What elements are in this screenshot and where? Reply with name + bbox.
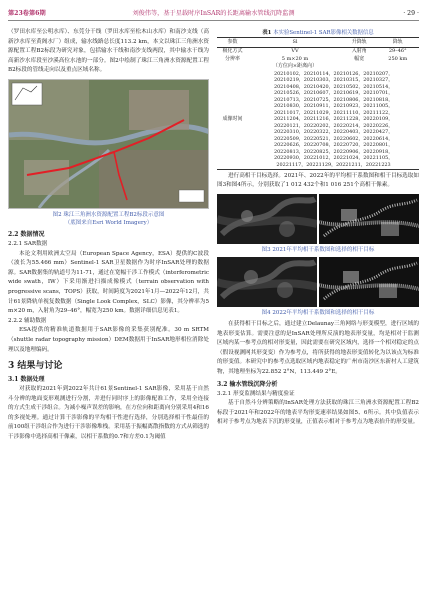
table-cell (377, 63, 420, 71)
target-points-2022 (319, 257, 419, 307)
page-number: · 29 · (403, 10, 419, 17)
date-line: 20220813，20220825，20220906，20220918， (273, 148, 394, 155)
table-cell: 分辨率 (225, 55, 241, 62)
issue-label: 第23卷第6期 (8, 10, 46, 17)
table-row-dates (217, 70, 419, 169)
running-header (8, 8, 419, 21)
reference-point-paragraph: 在获得相干目标之后，通过建立Delaunay三角网络与形变模型，进行区域的地表形变估算。需要注意的是InSAR处理所反演的地表形变量，均是相对于监测区域内某一参考点的相对形变量，因此需要在研究区域内，选择一个相对稳定的点（假设视测网其形变变）作为参考点，将所获得的地表形变值转化为以该点为标准的形变值。本研究中的参考点选取区域内地表稳定的广州市南沙区东新村人工建筑物，其地理坐标为22.852 2°N，113.449 2°E。 (217, 321, 419, 376)
intro-paragraph: （罗田水库至公明水库）、东莞分干线（罗田水库至松木山水库）和南沙支线（高新沙水库至黄阁水厂）组成，输水线路总长度113.2 km，本文以珠江三角洲水资源配置工程B2标段为研究对象，包括输水干线和南沙支线两段，其中输水干线为高新沙水库段至沙溪高位水池的一部分。图2中绘制了珠江三角洲水资源配置工程B2标段的管线走向以及重点区域名称。 (8, 29, 209, 74)
coherence-texture-image (217, 194, 317, 244)
table-cell: 250 km (388, 55, 408, 62)
satellite-map-image (9, 80, 209, 208)
table-header-cell: 参数 (217, 38, 248, 48)
table-cell: 极化方式 (222, 48, 243, 55)
figure-3-images (217, 194, 419, 244)
section-2-2-heading: 2.2 数据情况 (8, 230, 45, 238)
date-line: 20210526，20210607，20210619，20210701， (273, 90, 394, 97)
figure-3-caption: 图3 2021年平均相干系数图和选择的相干目标 (261, 247, 375, 254)
date-line: 20220509，20220521，20220602，20220614， (273, 135, 394, 142)
table-header-cell: Sl (248, 38, 342, 48)
date-line: 20210102，20210114，20210126，20210207， (273, 70, 394, 77)
table-cell: 29–46° (388, 48, 407, 55)
deformation-results-paragraph: 基于自然斗分辨策略的InSAR处理方法获取的珠江三角洲水资源配置工程B2标段于2021年和2022年的地表平均形变速率结果如图5、6所示。其中负值表示相对于参考点为地表下沉的形变量，正值表示相对于参考点为地表抬升的形变量。 (217, 400, 419, 426)
date-line: 20210713，20210725，20210806，20210818， (273, 96, 394, 103)
table-cell: 5 m×20 m (281, 55, 309, 62)
date-line: 20220121，20220202，20220214，20220226， (273, 122, 394, 129)
table-row (217, 55, 419, 63)
table-1-caption (217, 28, 419, 36)
right-column (217, 28, 419, 428)
table-cell: 幅宽 (354, 55, 365, 62)
date-line: 20220310，20220322，20220403，20220427， (273, 129, 394, 136)
date-line: 20220626，20220708，20220720，20220801， (273, 142, 394, 149)
table-header-cell: 升降轨 (342, 38, 377, 48)
figure-2-caption-title: 图2 珠江三角洲水资源配置工程B2标段示意图 (52, 211, 165, 218)
figure-4-caption: 图4 2022年平均相干系数图和选择的相干目标 (261, 310, 375, 317)
table-cell: VV (291, 48, 299, 55)
sar-data-paragraph: 本论文利用欧洲太空局（European Space Agency，ESA）提供的C波段（波长为55.466 mm）Sentinel-1 SAR卫星数据作为时序InSAR处理的数据源。SAR数据集的轨道号为11-71，通过在宽幅干涉工作模式（interferometric wide swath，IW）下采用渐进扫描成像模式（terrain observation with progressive scans，TOPS）获取，时间跨度为2021年1月—2022年12月，共计61景降轨单视复数数据（Single Look Complex，SLC）影像，其分辨率为5 m×20 m，入射角为29–46°，幅宽为250 km。数据详细信息见表1。 (8, 250, 209, 315)
figure-2-map (8, 79, 209, 209)
date-line: 20211204，20211216，20211228，20220109， (273, 116, 394, 123)
left-column (8, 28, 209, 443)
date-line: 20210408，20210420，20210502，20210514， (273, 83, 394, 90)
date-line: 20221117，20221129，20221211，20221223 (276, 161, 391, 168)
aux-data-paragraph: ESA提供的精准轨道数据用于SAR影像的采集获别配准。30 m SRTM（shuttle radar topography mission）DEM数据用于InSAR地形相位消除处理以及地理编码。 (8, 327, 209, 353)
target-points-2021 (319, 194, 419, 244)
figure-2-caption (8, 211, 209, 227)
table-cell-date-label: 成像时间 (217, 70, 248, 169)
date-line: 20210830，20210911，20210923，20211005， (273, 103, 394, 110)
date-line: 20211017，20211029，20211110，20211122， (273, 109, 394, 116)
table-header-cell: 降轨 (377, 38, 420, 48)
coherence-paragraph: 进行高相干目标选择。2021年、2022年的平均相干系数图和相干目标选取如图3和图4所示，分别获取了1 012 432个和1 016 251个高相干像素。 (217, 172, 419, 189)
table-header-row (217, 38, 419, 48)
coherence-texture-image (217, 257, 317, 307)
section-2-2-2-heading: 2.2.2 辅助数据 (8, 317, 47, 324)
table-1-title: 本实验Sentinel-1 SAR影像相关数据信息 (273, 30, 374, 36)
date-line: 20220930，20221012，20221024，20221105， (273, 155, 394, 162)
coherence-map-2021 (217, 194, 317, 244)
table-1-label: 表1 (262, 30, 272, 36)
table-cell: 入射角 (351, 48, 367, 55)
table-1 (217, 37, 419, 170)
target-points-image (319, 194, 419, 244)
section-3-1-heading: 3.1 数据处理 (8, 376, 45, 384)
table-row (217, 47, 419, 55)
table-cell: （方位向×距离向） (272, 63, 318, 70)
section-3-2-1-heading: 3.2.1 形变监测结果与精度验证 (217, 390, 295, 397)
figure-4-images (217, 257, 419, 307)
table-row (217, 63, 419, 71)
date-line: 20210219，20210303，20210315，20210327， (273, 77, 394, 84)
table-cell-dates (248, 70, 419, 169)
table-cell (342, 63, 377, 71)
running-title: 刘俊伟等，基于星载时序InSAR的长距离输水管线沉降监测 (132, 10, 295, 17)
figure-2-caption-source: （底图来自Esri World Imagery） (64, 219, 153, 226)
section-3-2-heading: 3.2 输水管线沉降分析 (217, 380, 278, 388)
coherence-map-2022 (217, 257, 317, 307)
target-points-image (319, 257, 419, 307)
section-3-heading: 3 结果与讨论 (8, 361, 63, 372)
section-2-2-1-heading: 2.2.1 SAR数据 (8, 240, 48, 247)
processing-paragraph: 对获取的2021年到2022年共计61景Sentinel-1 SAR影像，采用基于自然斗分辨的地面变形观测进行分割，并进行同时序上的影像配准工作，采用全连接的方式生成干涉组合。为减小噪声误差的影响，在方位向和距离向分别采用4和16的多视处理。通过计算干涉影像的平均相干性进行选择，分别选择相干性最佳的前100组干涉组合作为进行干涉影像堆栈。采用基于振幅离散指数的方式从筛选的干涉影像中选择高相干像素，以相干系数的0.7和方差0.1为阈值 (8, 386, 209, 441)
table-cell (217, 63, 248, 71)
